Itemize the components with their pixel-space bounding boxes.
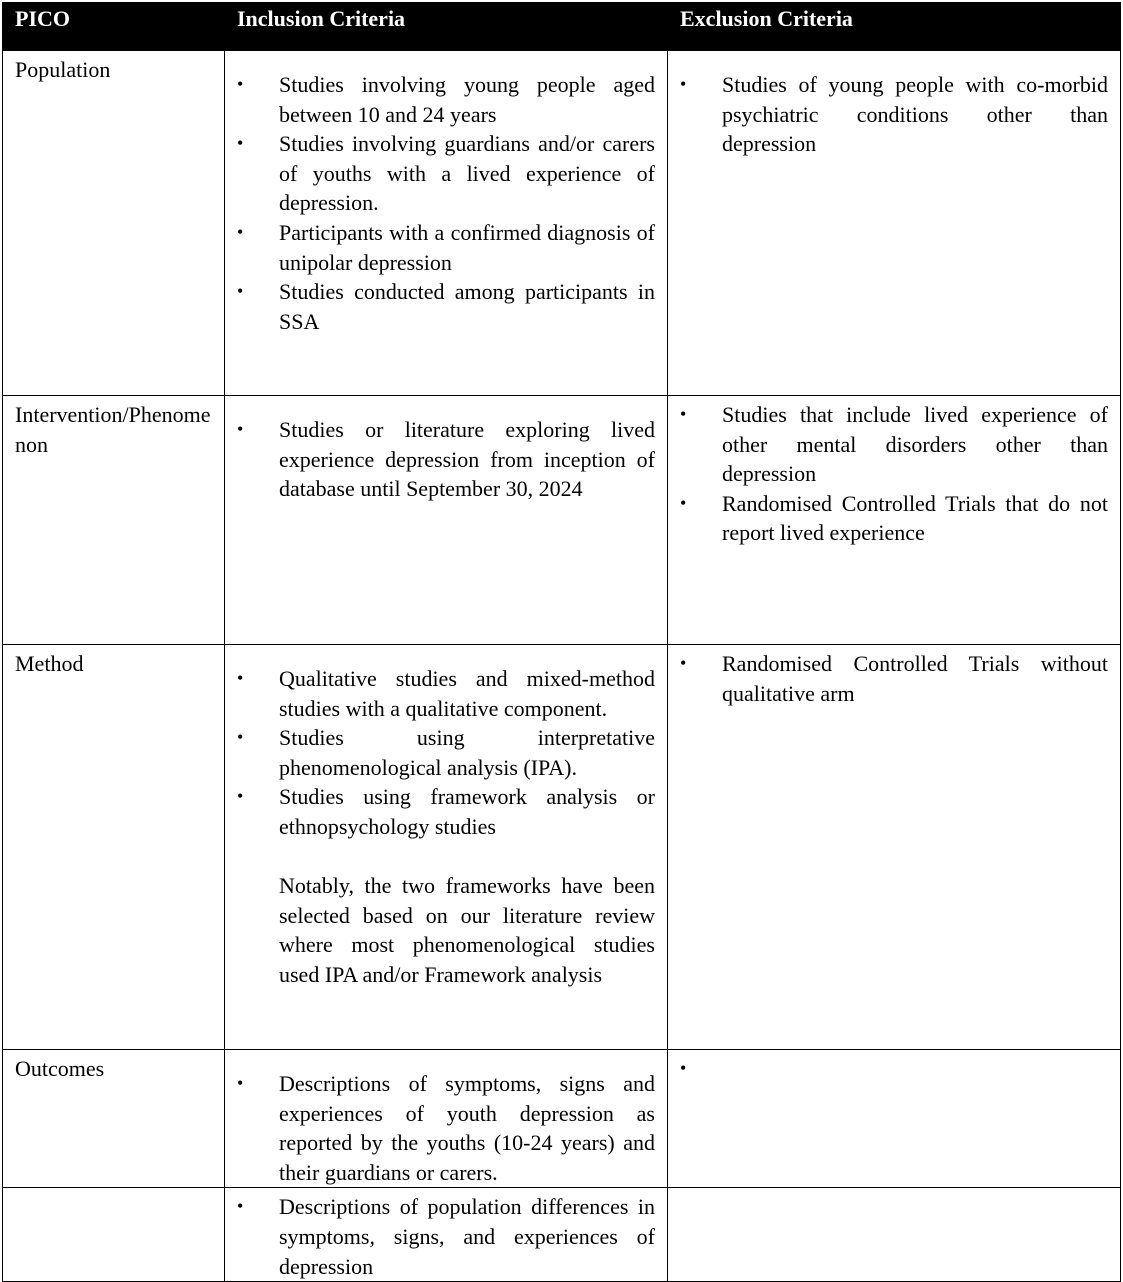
header-pico: PICO [3,3,225,51]
pico-label [3,1188,225,1282]
list-item: • Descriptions of symptoms, signs and experiences of youth depression as reported by the youths (10-24 years) and their guardians or carers. [225,1069,667,1187]
list-item: • Studies involving young people aged between 10 and 24 years [225,70,667,129]
pico-label: Outcomes [3,1050,225,1188]
list-item: • Qualitative studies and mixed-method studies with a qualitative component. [225,664,667,723]
pico-label: Method [3,645,225,1050]
pico-label: Population [3,51,225,396]
list-item: • Participants with a confirmed diagnosis of unipolar depression [225,218,667,277]
inclusion-cell [225,1188,668,1282]
list-item: • Studies that include lived experience of other mental disorders other than depression [668,400,1120,489]
inclusion-cell [225,51,668,396]
list-item: • Studies conducted among participants in SSA [225,277,667,336]
exclusion-cell [668,396,1121,645]
list-item: • Studies using interpretative phenomenological analysis (IPA). [225,723,667,782]
exclusion-cell [668,1188,1121,1282]
list-item: • Studies using framework analysis or ethnopsychology studies [225,782,667,841]
list-item [668,1054,1120,1084]
table-row [3,645,1121,1050]
header-inclusion: Inclusion Criteria [225,3,668,51]
inclusion-note: Notably, the two frameworks have been selected based on our literature review where most phenomenological studies used IPA and/or Framework analysis [279,873,655,987]
list-item: • Randomised Controlled Trials that do not report lived experience [668,489,1120,548]
inclusion-cell [225,1050,668,1188]
inclusion-cell [225,645,668,1050]
table-row [3,1050,1121,1188]
pico-criteria-table [2,2,1121,1282]
exclusion-cell [668,51,1121,396]
table-header-row [3,3,1121,51]
pico-label: Intervention/Phenomenon [3,396,225,645]
list-item: • Descriptions of population differences in symptoms, signs, and experiences of depression [225,1192,667,1281]
list-item: • Studies involving guardians and/or carers of youths with a lived experience of depression. [225,129,667,218]
list-item: • Studies or literature exploring lived experience depression from inception of database until September 30, 2024 [225,415,667,504]
exclusion-cell [668,1050,1121,1188]
header-exclusion: Exclusion Criteria [668,3,1121,51]
exclusion-cell [668,645,1121,1050]
table-row [3,51,1121,396]
inclusion-cell [225,396,668,645]
list-item: • Randomised Controlled Trials without qualitative arm [668,649,1120,708]
list-item: • Studies of young people with co-morbid psychiatric conditions other than depression [668,70,1120,159]
table-row [3,1188,1121,1282]
table-row [3,396,1121,645]
